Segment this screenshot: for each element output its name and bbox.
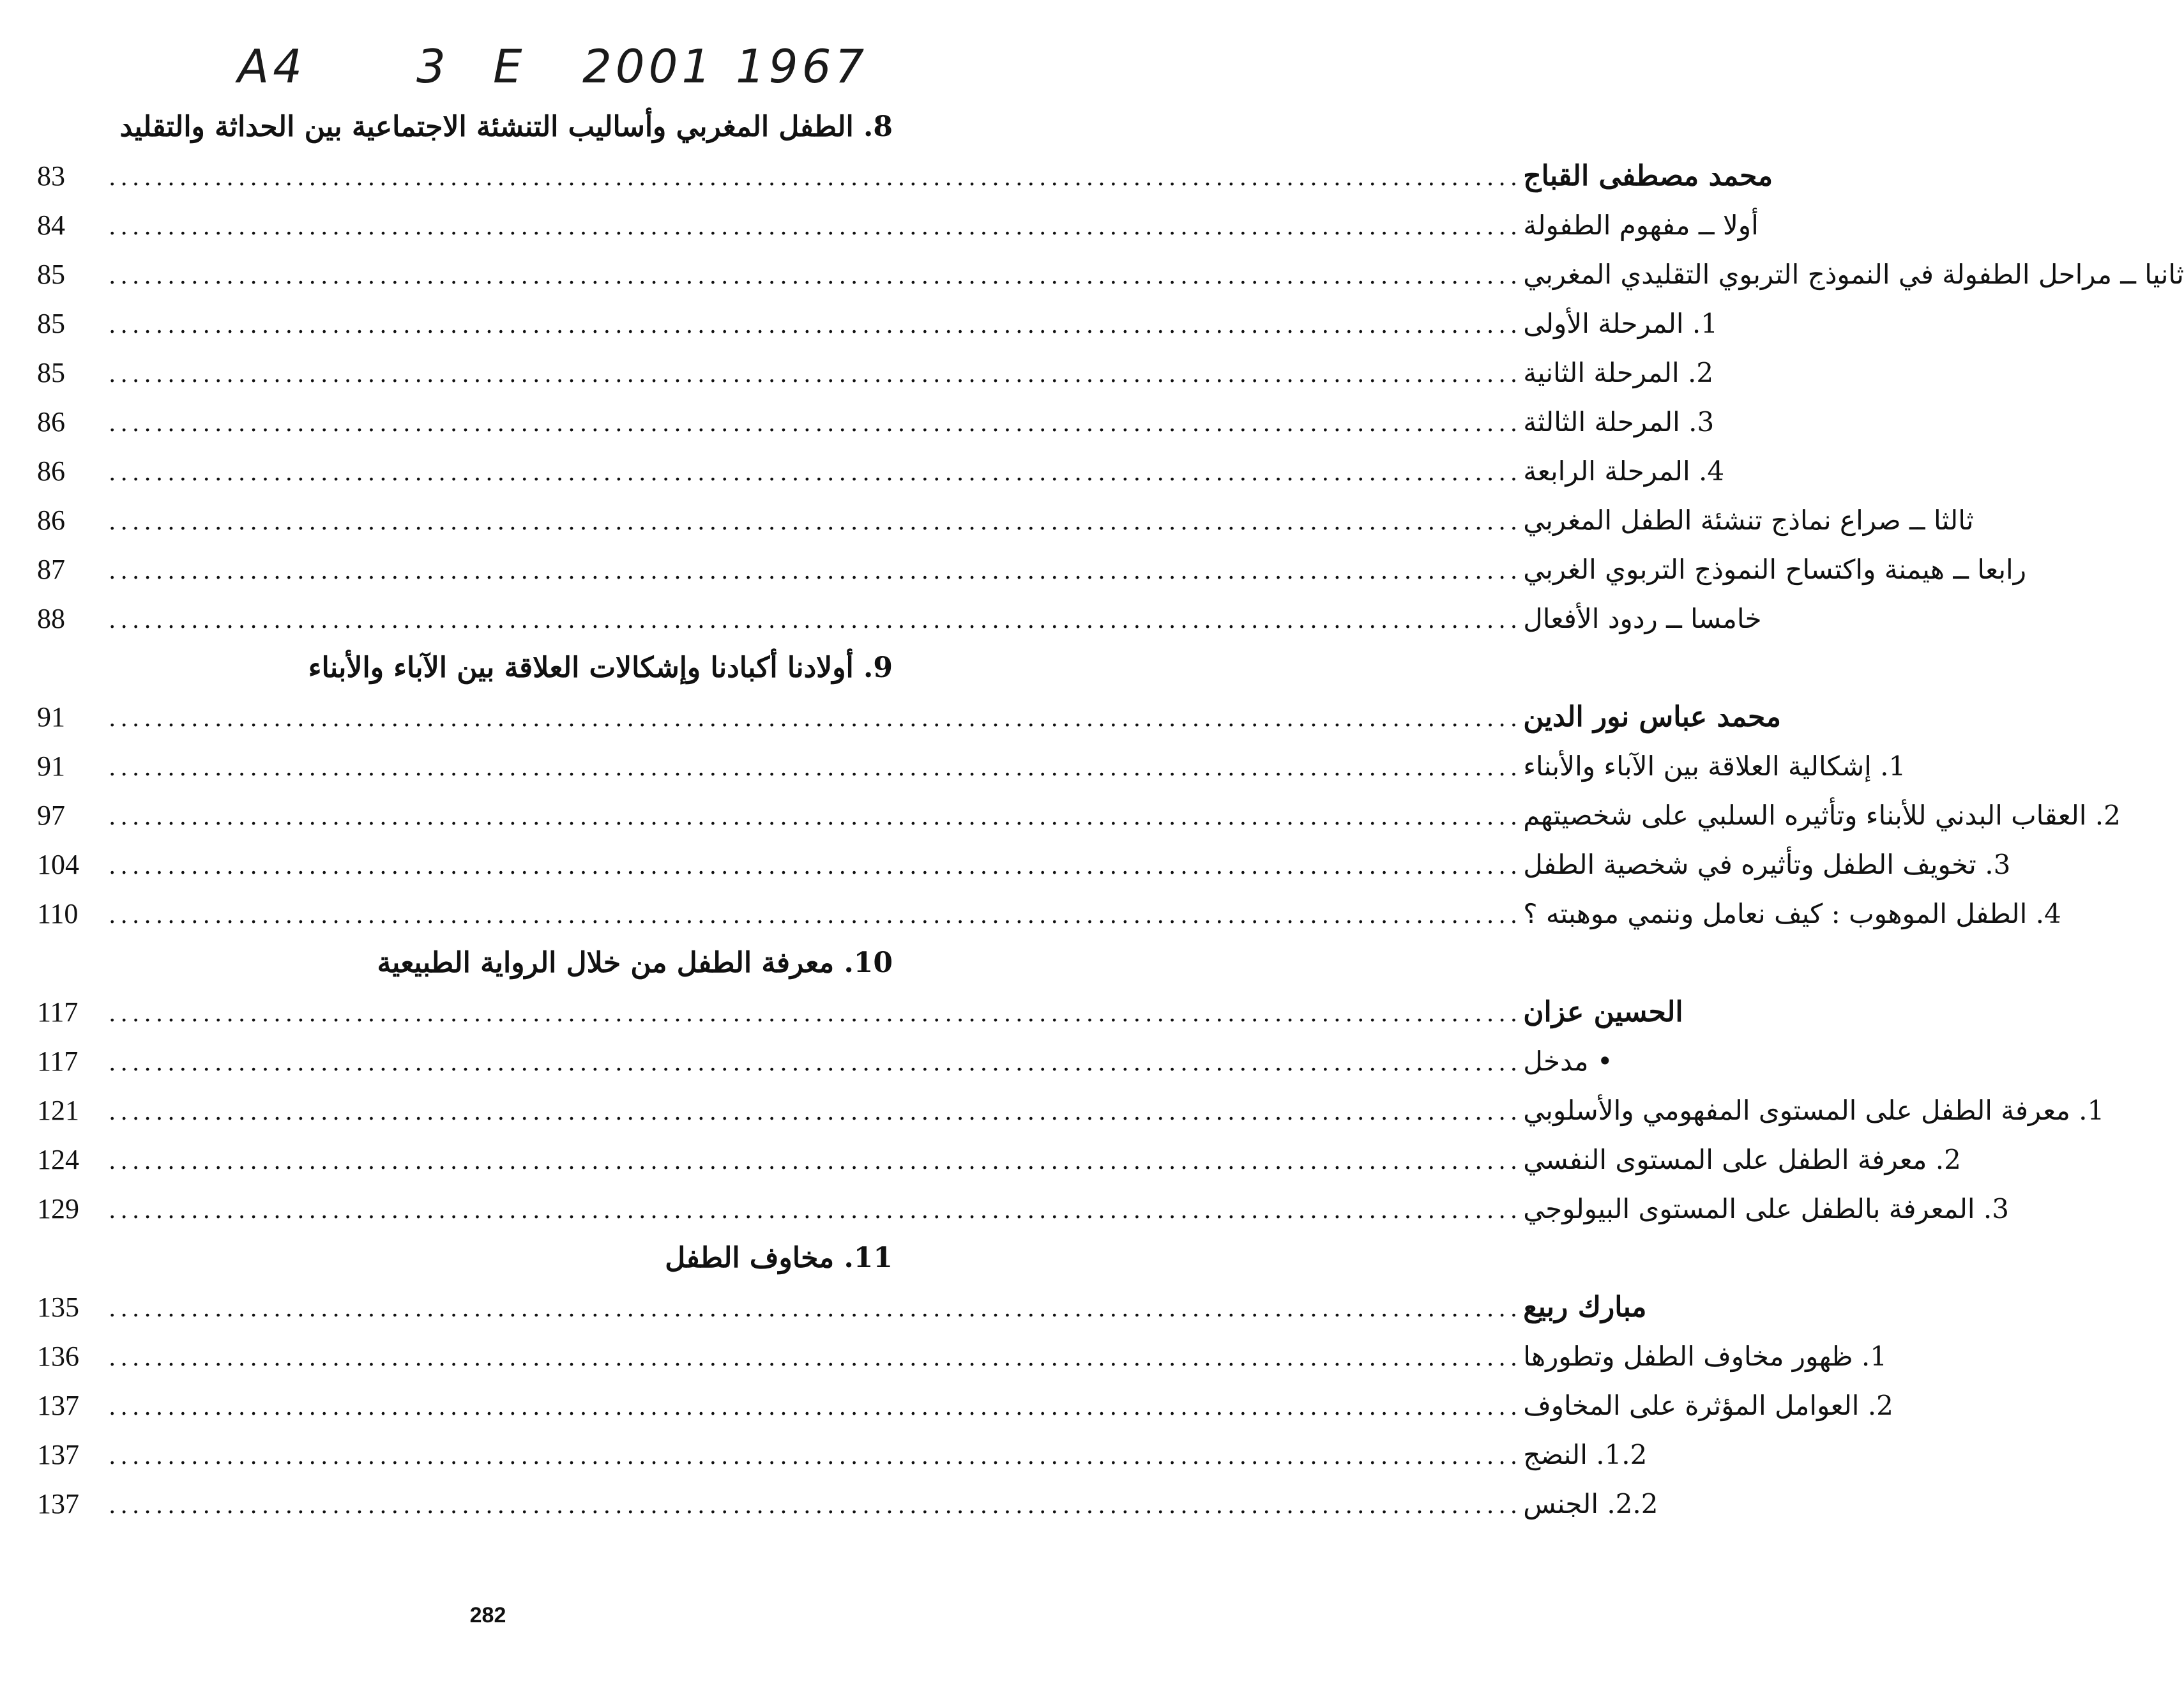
- toc-page-number: 85: [37, 308, 65, 339]
- toc-entry-label: 2. المرحلة الثانية: [1523, 357, 1714, 388]
- toc-leader-dots: ........................................................................................................................: [109, 411, 1522, 437]
- toc-leader-dots: ........................................................................................................................: [109, 1493, 1522, 1519]
- toc-page-number: 124: [37, 1144, 79, 1175]
- toc-entry-label: ثالثا ــ صراع نماذج تنشئة الطفل المغربي: [1523, 505, 1974, 536]
- toc-leader-dots: ........................................................................................................................: [109, 460, 1522, 486]
- handwritten-note: [238, 40, 876, 110]
- toc-entry-label: 4. المرحلة الرابعة: [1523, 455, 1725, 487]
- toc-entry-label: 10. معرفة الطفل من خلال الرواية الطبيعية: [377, 947, 893, 979]
- toc-entry-label: محمد مصطفى القباج: [1523, 160, 1773, 192]
- toc-leader-dots: ........................................................................................................................: [109, 1345, 1522, 1371]
- toc-leader-dots: ........................................................................................................................: [109, 1394, 1522, 1420]
- toc-leader-dots: ........................................................................................................................: [109, 755, 1522, 781]
- toc-page-number: 85: [37, 357, 65, 388]
- toc-entry-label: 1. ظهور مخاوف الطفل وتطورها: [1523, 1341, 1888, 1372]
- toc-entry: [37, 397, 1715, 446]
- page-number: 282: [469, 1603, 506, 1627]
- toc-page-number: 84: [37, 209, 65, 241]
- toc-leader-dots: ........................................................................................................................: [109, 1148, 1522, 1175]
- toc-section-title: [37, 1233, 893, 1283]
- toc-entry: [37, 1430, 1648, 1479]
- toc-section-title: [37, 102, 893, 151]
- toc-entry: [37, 1479, 1658, 1528]
- toc-entry: [37, 496, 1974, 545]
- toc-page-number: 135: [37, 1291, 79, 1323]
- toc-entry-label: 2.2. الجنس: [1523, 1488, 1658, 1519]
- toc-entry: [37, 299, 1718, 348]
- toc-page-number: 97: [37, 800, 65, 831]
- toc-author-entry: [37, 151, 1773, 201]
- toc-leader-dots: ........................................................................................................................: [109, 1296, 1522, 1322]
- toc-leader-dots: ........................................................................................................................: [109, 1001, 1522, 1027]
- toc-entry: [37, 1381, 1893, 1430]
- toc-leader-dots: ........................................................................................................................: [109, 1099, 1522, 1125]
- toc-page-number: 110: [37, 898, 79, 929]
- toc-author-entry: [37, 987, 1683, 1037]
- toc-entry-label: الحسين عزان: [1523, 996, 1683, 1028]
- toc-page-number: 117: [37, 1046, 79, 1077]
- toc-page-number: 86: [37, 406, 65, 438]
- toc-leader-dots: ........................................................................................................................: [109, 1198, 1522, 1224]
- toc-page-number: 86: [37, 505, 65, 536]
- toc-page-number: 136: [37, 1341, 79, 1372]
- toc-page-number: 117: [37, 996, 79, 1028]
- toc-entry-label: أولا ــ مفهوم الطفولة: [1523, 209, 1759, 241]
- toc-entry: [37, 348, 1714, 397]
- toc-page-number: 88: [37, 603, 65, 634]
- toc-entry-label: 4. الطفل الموهوب : كيف نعامل وننمي موهبته ؟: [1523, 898, 2061, 929]
- toc-page-number: 137: [37, 1390, 79, 1421]
- toc-page-number: 83: [37, 160, 65, 192]
- toc-author-entry: [37, 692, 1782, 742]
- toc-entry: [37, 1086, 2105, 1135]
- toc-page-number: 104: [37, 849, 79, 880]
- toc-entry-label: 1. معرفة الطفل على المستوى المفهومي والأسلوبي: [1523, 1095, 2105, 1126]
- toc-entry: [37, 840, 2011, 889]
- toc-leader-dots: ........................................................................................................................: [109, 312, 1522, 339]
- toc-entry-label: 2. العوامل المؤثرة على المخاوف: [1523, 1390, 1893, 1421]
- toc-entry: [37, 742, 1906, 791]
- toc-entry-label: مبارك ربيع: [1523, 1291, 1647, 1323]
- handwritten-note-part: 1967: [736, 40, 868, 93]
- toc-entry-label: محمد عباس نور الدين: [1523, 701, 1782, 733]
- toc-entry-label: ثانيا ــ مراحل الطفولة في النموذج التربوي التقليدي المغربي: [1523, 259, 2184, 290]
- toc-leader-dots: ........................................................................................................................: [109, 804, 1522, 830]
- toc-leader-dots: ........................................................................................................................: [109, 853, 1522, 879]
- toc-entry: [37, 1332, 1888, 1381]
- toc-leader-dots: ........................................................................................................................: [109, 706, 1522, 732]
- toc-leader-dots: ........................................................................................................................: [109, 362, 1522, 388]
- toc-entry-label: 9. أولادنا أكبادنا وإشكالات العلاقة بين الآباء والأبناء: [308, 651, 893, 684]
- handwritten-note-part: E: [493, 40, 526, 93]
- toc-entry-label: 11. مخاوف الطفل: [665, 1242, 893, 1274]
- handwritten-note-part: A4: [238, 40, 307, 93]
- toc-page-number: 85: [37, 259, 65, 290]
- toc-entry-label: 2. العقاب البدني للأبناء وتأثيره السلبي على شخصيتهم: [1523, 800, 2121, 831]
- toc-leader-dots: ........................................................................................................................: [109, 509, 1522, 535]
- toc-entry-label: 3. المرحلة الثالثة: [1523, 406, 1715, 438]
- toc-entry-label: 2. معرفة الطفل على المستوى النفسي: [1523, 1144, 1961, 1175]
- toc-entry-label: 1.2. النضج: [1523, 1439, 1648, 1470]
- toc-leader-dots: ........................................................................................................................: [109, 1443, 1522, 1470]
- toc-page-number: 129: [37, 1193, 79, 1224]
- table-of-contents: [37, 102, 2184, 1528]
- toc-entry: [37, 545, 2027, 594]
- toc-entry-label: 1. إشكالية العلاقة بين الآباء والأبناء: [1523, 750, 1906, 782]
- toc-leader-dots: ........................................................................................................................: [109, 214, 1522, 240]
- handwritten-note-part: 3: [416, 40, 450, 93]
- toc-page-number: 121: [37, 1095, 79, 1126]
- toc-leader-dots: ........................................................................................................................: [109, 607, 1522, 634]
- toc-author-entry: [37, 1283, 1647, 1332]
- toc-section-title: [37, 643, 893, 692]
- toc-page-number: 86: [37, 455, 65, 487]
- toc-entry-label: 1. المرحلة الأولى: [1523, 308, 1718, 339]
- toc-entry: [37, 201, 1759, 250]
- toc-leader-dots: ........................................................................................................................: [109, 263, 1522, 289]
- toc-entry-label: 3. تخويف الطفل وتأثيره في شخصية الطفل: [1523, 849, 2011, 880]
- toc-leader-dots: ........................................................................................................................: [109, 1050, 1522, 1076]
- toc-page-number: 87: [37, 554, 65, 585]
- handwritten-note-part: 2001: [582, 40, 715, 93]
- toc-leader-dots: ........................................................................................................................: [109, 902, 1522, 929]
- toc-entry: [37, 1184, 2010, 1233]
- toc-entry-label: 8. الطفل المغربي وأساليب التنشئة الاجتماعية بين الحداثة والتقليد: [119, 110, 893, 143]
- toc-entry-label: • مدخل: [1523, 1046, 1613, 1077]
- toc-entry: [37, 1135, 1961, 1184]
- toc-leader-dots: ........................................................................................................................: [109, 165, 1522, 191]
- toc-entry: [37, 791, 2121, 840]
- toc-entry: [37, 889, 2061, 938]
- toc-page-number: 137: [37, 1439, 79, 1470]
- toc-entry: [37, 250, 2184, 299]
- toc-page-number: 137: [37, 1488, 79, 1519]
- toc-entry-label: رابعا ــ هيمنة واكتساح النموذج التربوي الغربي: [1523, 554, 2027, 585]
- toc-page-number: 91: [37, 750, 65, 782]
- toc-leader-dots: ........................................................................................................................: [109, 558, 1522, 584]
- toc-entry: [37, 594, 1762, 643]
- toc-entry-label: خامسا ــ ردود الأفعال: [1523, 603, 1762, 634]
- toc-entry: [37, 446, 1725, 496]
- toc-entry: [37, 1037, 1613, 1086]
- toc-section-title: [37, 938, 893, 987]
- toc-page-number: 91: [37, 701, 65, 733]
- toc-entry-label: 3. المعرفة بالطفل على المستوى البيولوجي: [1523, 1193, 2010, 1224]
